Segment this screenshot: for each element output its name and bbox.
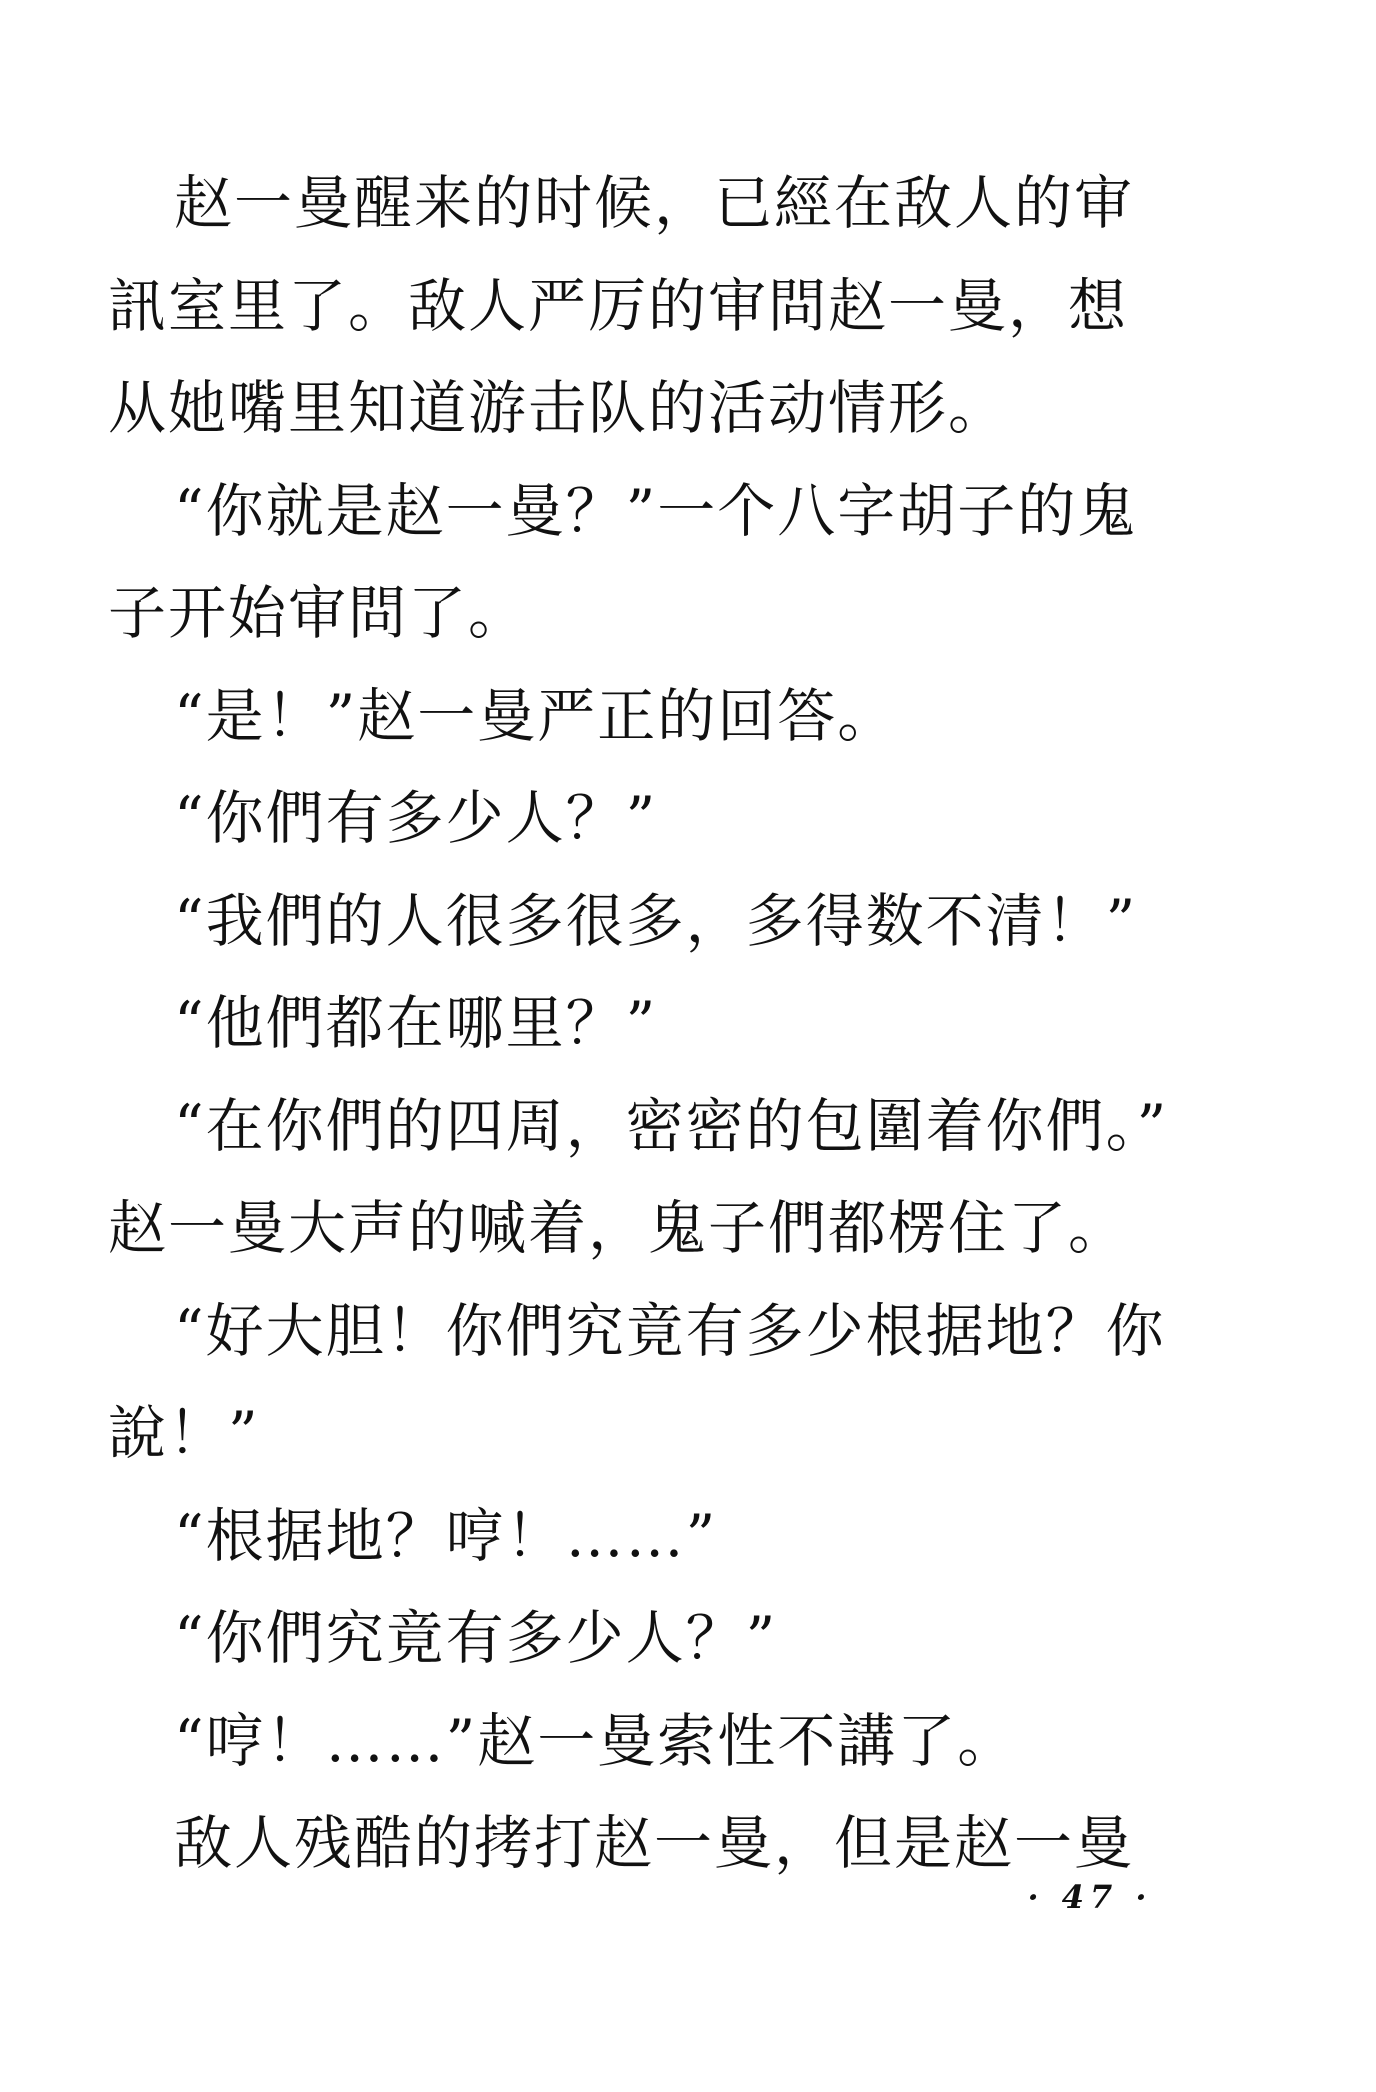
body-text <box>108 152 1228 1895</box>
text-line: “好大胆！你們究竟有多少根据地？你 <box>174 1296 1166 1365</box>
text-line: 敌人残酷的拷打赵一曼，但是赵一曼 <box>174 1809 1135 1877</box>
text-line: 从她嘴里知道游击队的活动情形。 <box>108 374 1009 442</box>
text-line: “根据地？哼！……” <box>174 1501 718 1570</box>
text-line: “在你們的四周，密密的包圍着你們。” <box>174 1091 1169 1160</box>
text-line: 赵一曼醒来的时候，已經在敌人的审 <box>174 169 1135 237</box>
text-line: 赵一曼大声的喊着，鬼子們都楞住了。 <box>108 1194 1129 1262</box>
text-line: “哼！……”赵一曼索性不講了。 <box>174 1706 1018 1775</box>
page-number: · 47 · <box>1027 1878 1153 1916</box>
text-line: “你們究竟有多少人？” <box>174 1604 778 1672</box>
text-line: “我們的人很多很多，多得数不清！” <box>174 886 1138 955</box>
text-line: 訊室里了。敌人严厉的审問赵一曼，想 <box>108 271 1129 340</box>
text-line: “你們有多少人？” <box>174 784 658 852</box>
text-line: “他們都在哪里？” <box>174 989 658 1057</box>
text-line: “你就是赵一曼？”一个八字胡子的鬼 <box>174 476 1138 545</box>
text-line: 子开始审問了。 <box>108 579 529 647</box>
text-line: “是！”赵一曼严正的回答。 <box>174 681 898 750</box>
text-line: 說！” <box>108 1399 260 1467</box>
